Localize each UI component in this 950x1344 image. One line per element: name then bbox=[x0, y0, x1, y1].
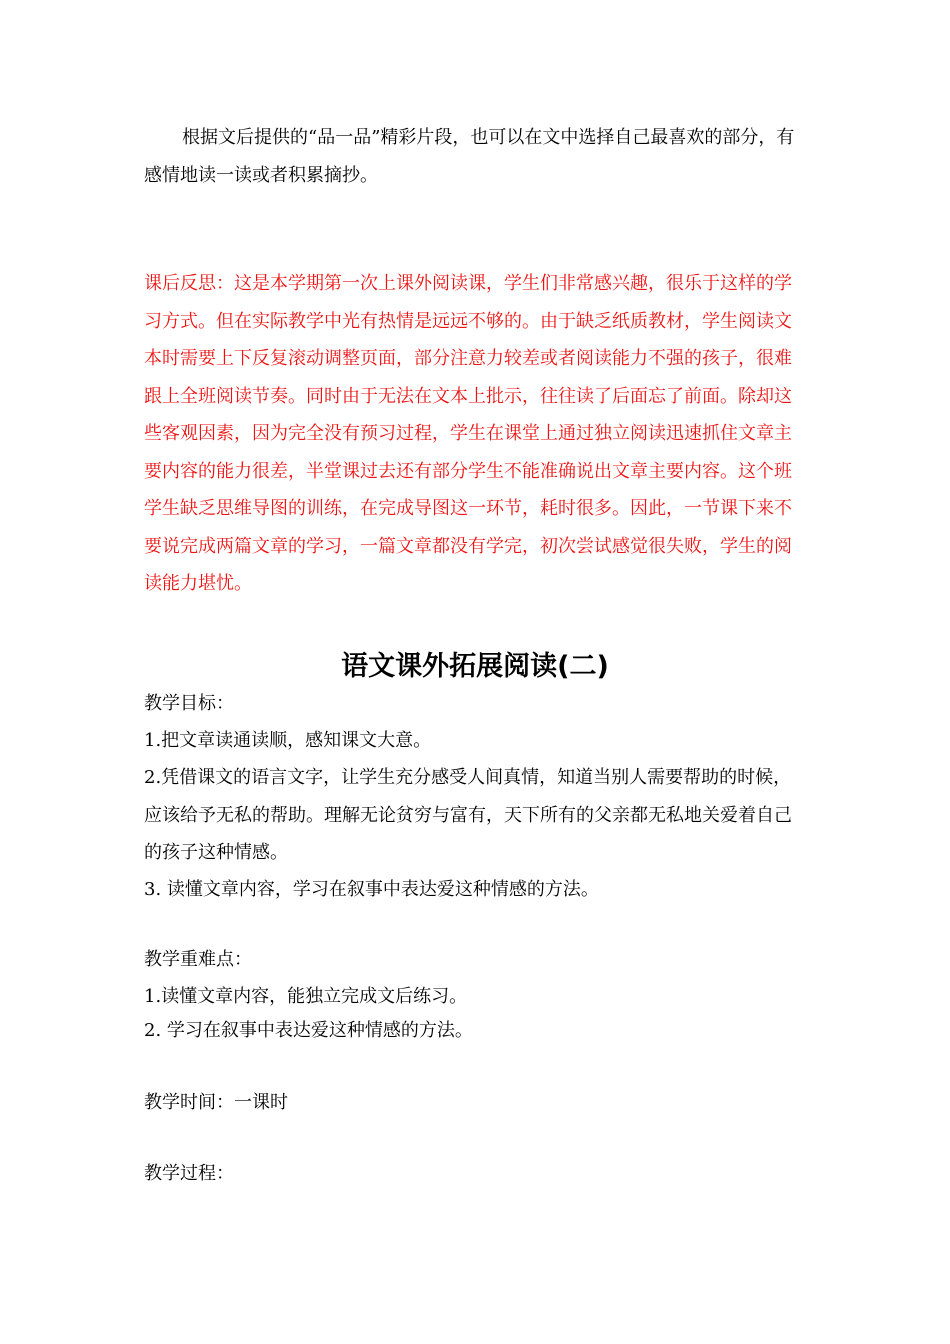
goal-item-1: 1.把文章读通读顺，感知课文大意。 bbox=[144, 730, 432, 751]
goal-item-3: 3. 读懂文章内容，学习在叙事中表达爱这种情感的方法。 bbox=[144, 879, 599, 900]
intro-paragraph: 根据文后提供的“品一品”精彩片段，也可以在文中选择自己最喜欢的部分，有感情地读一读或者积累摘抄。 bbox=[144, 127, 795, 186]
teaching-time: 教学时间：一课时 bbox=[144, 1092, 288, 1113]
key-point-item-1: 1.读懂文章内容，能独立完成文后练习。 bbox=[144, 986, 468, 1007]
key-points-heading: 教学重难点： bbox=[144, 949, 252, 970]
process-heading: 教学过程： bbox=[144, 1163, 234, 1184]
key-point-item-2: 2. 学习在叙事中表达爱这种情感的方法。 bbox=[144, 1020, 473, 1041]
goals-heading: 教学目标： bbox=[144, 693, 234, 714]
goal-item-2: 2.凭借课文的语言文字，让学生充分感受人间真情，知道当别人需要帮助的时候，应该给予无私的帮助。理解无论贫穷与富有，天下所有的父亲都无私地关爱着自己的孩子这种情感。 bbox=[144, 767, 792, 863]
reflection-paragraph: 课后反思：这是本学期第一次上课外阅读课，学生们非常感兴趣，很乐于这样的学习方式。但在实际教学中光有热情是远远不够的。由于缺乏纸质教材，学生阅读文本时需要上下反复滚动调整页面，部分注意力较差或者阅读能力不强的孩子，很难跟上全班阅读节奏。同时由于无法在文本上批示，往往读了后面忘了前面。除却这些客观因素，因为完全没有预习过程，学生在课堂上通过独立阅读迅速抓住文章主要内容的能力很差，半堂课过去还有部分学生不能准确说出文章主要内容。这个班学生缺乏思维导图的训练，在完成导图这一环节，耗时很多。因此，一节课下来不要说完成两篇文章的学习，一篇文章都没有学完，初次尝试感觉很失败，学生的阅读能力堪忧。 bbox=[144, 273, 792, 594]
section-title: 语文课外拓展阅读(二) bbox=[341, 651, 609, 682]
